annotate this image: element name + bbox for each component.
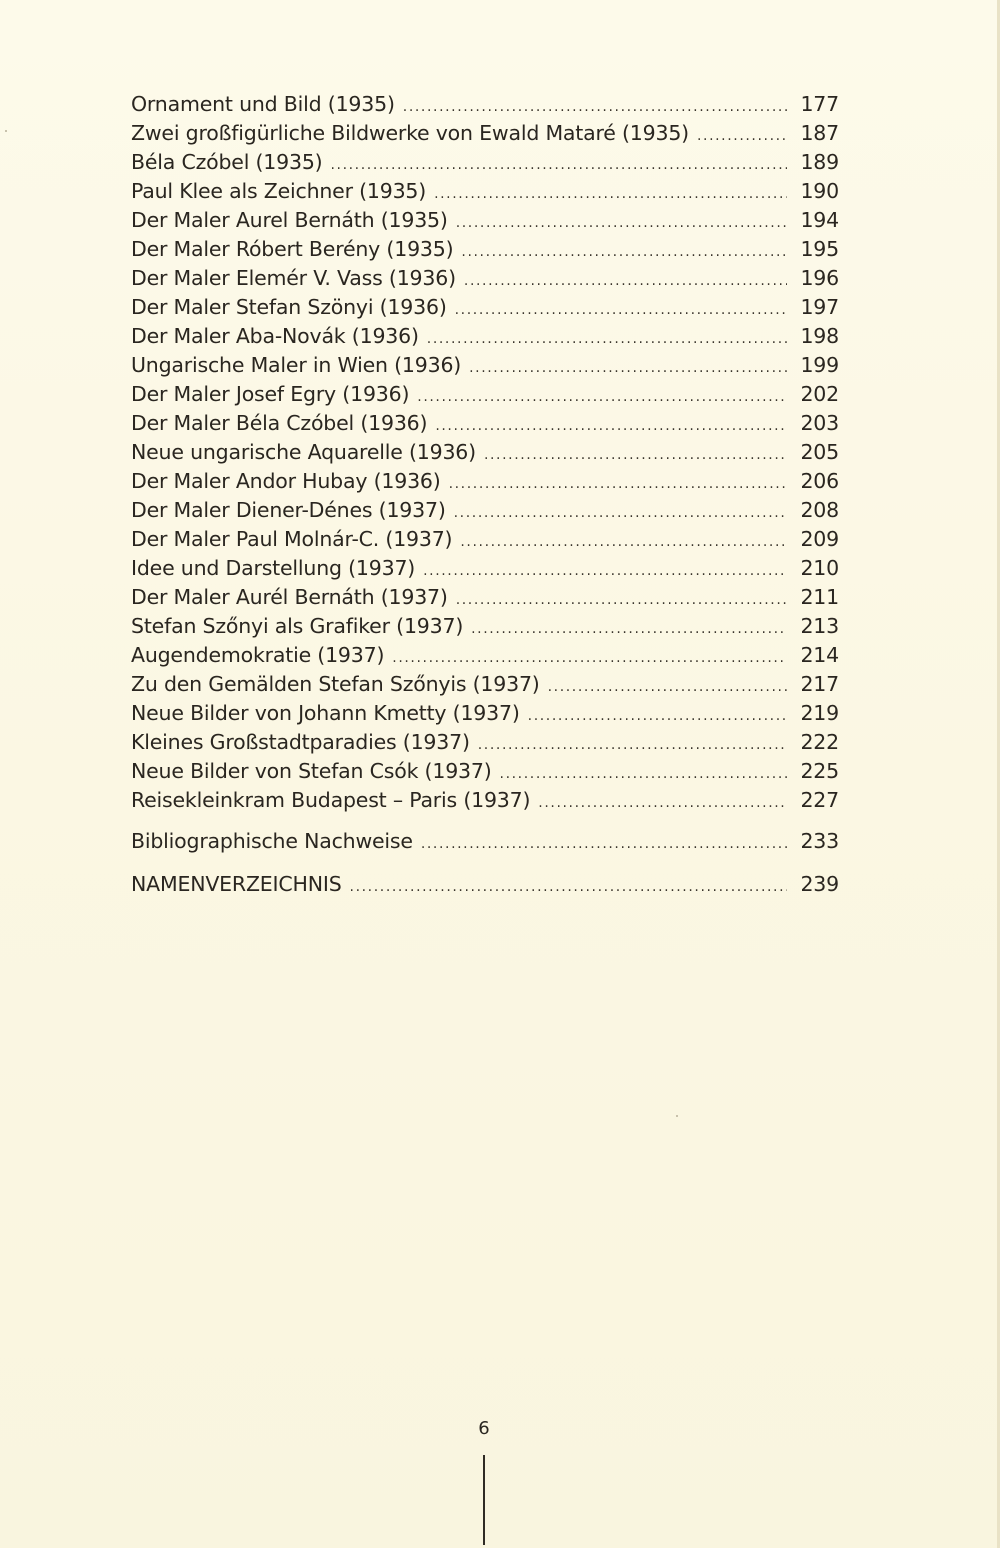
toc-entry-title: Der Maler Elemér V. Vass (1936) [131,266,456,290]
toc-entry-title: Stefan Szőnyi als Grafiker (1937) [131,614,464,638]
toc-entry-page: 189 [800,150,839,174]
toc-entry [131,467,839,496]
toc-entry-title: Zwei großfigürliche Bildwerke von Ewald Mataré (1935) [131,121,689,145]
toc-entry-page: 233 [800,829,839,853]
toc-entry-page: 213 [800,614,839,638]
toc-entry-name-index [131,870,839,899]
toc-entry [131,496,839,525]
toc-entry-page: 197 [800,295,839,319]
dot-leader [471,612,787,641]
dot-leader [435,409,787,438]
toc-entry [131,728,839,757]
dot-leader [392,641,787,670]
toc-entry-page: 214 [800,643,839,667]
toc-entry [131,583,839,612]
toc-entry-page: 203 [800,411,839,435]
toc-entry-title: Augendemokratie (1937) [131,643,385,667]
toc-entry [131,670,839,699]
toc-entry [131,119,839,148]
dot-leader [330,148,787,177]
toc-entry-page: 190 [800,179,839,203]
table-of-contents-back-matter [131,827,839,899]
paper-speck [5,130,7,132]
toc-entry-title: Neue Bilder von Stefan Csók (1937) [131,759,492,783]
toc-entry-page: 222 [800,730,839,754]
toc-entry-page: 194 [800,208,839,232]
toc-entry-title: Der Maler Aba-Novák (1936) [131,324,419,348]
dot-leader [455,293,787,322]
dot-leader [500,757,787,786]
toc-entry [131,148,839,177]
toc-entry-page: 208 [800,498,839,522]
toc-entry-title: Reisekleinkram Budapest – Paris (1937) [131,788,531,812]
dot-leader [427,322,787,351]
toc-entry [131,206,839,235]
toc-entry-page: 177 [800,92,839,116]
dot-leader [478,728,787,757]
toc-entry-title: Kleines Großstadtparadies (1937) [131,730,470,754]
page-number: 6 [478,1418,490,1439]
toc-entry [131,90,839,119]
dot-leader [434,177,787,206]
toc-entry-title: Ornament und Bild (1935) [131,92,395,116]
toc-entry-page: 209 [800,527,839,551]
toc-entry-title: Der Maler Diener-Dénes (1937) [131,498,446,522]
toc-entry-title: Neue Bilder von Johann Kmetty (1937) [131,701,520,725]
toc-entry-page: 199 [800,353,839,377]
toc-entry-title: Der Maler Stefan Szönyi (1936) [131,295,447,319]
dot-leader [454,496,787,525]
toc-entry-title: Der Maler Béla Czóbel (1936) [131,411,428,435]
toc-entry [131,409,839,438]
dot-leader [548,670,787,699]
paper-speck [676,1115,678,1117]
toc-entry-title: Idee und Darstellung (1937) [131,556,416,580]
toc-entry [131,438,839,467]
toc-entry-page: 227 [800,788,839,812]
toc-entry-title: NAMENVERZEICHNIS [131,872,342,896]
toc-entry [131,554,839,583]
toc-entry-title: Zu den Gemälden Stefan Szőnyis (1937) [131,672,540,696]
dot-leader [403,90,787,119]
toc-entry-title: Bibliographische Nachweise [131,829,413,853]
dot-leader [417,380,787,409]
toc-entry [131,699,839,728]
toc-entry-page: 196 [800,266,839,290]
toc-entry-title: Paul Klee als Zeichner (1935) [131,179,427,203]
toc-entry-title: Der Maler Aurel Bernáth (1935) [131,208,448,232]
dot-leader [456,583,787,612]
toc-entry-title: Ungarische Maler in Wien (1936) [131,353,462,377]
toc-entry [131,322,839,351]
toc-entry-title: Der Maler Aurél Bernáth (1937) [131,585,448,609]
toc-entry-page: 198 [800,324,839,348]
dot-leader [449,467,787,496]
toc-entry-page: 187 [800,121,839,145]
dot-leader [461,235,787,264]
dot-leader [456,206,787,235]
toc-entry [131,351,839,380]
toc-entry-title: Der Maler Andor Hubay (1936) [131,469,441,493]
toc-entry [131,177,839,206]
toc-entry-bibliography [131,827,839,856]
dot-leader [464,264,787,293]
dot-leader [421,827,787,856]
toc-entry-page: 219 [800,701,839,725]
toc-entry-page: 225 [800,759,839,783]
toc-entry-page: 210 [800,556,839,580]
toc-entry [131,235,839,264]
toc-entry [131,786,839,815]
toc-entry [131,641,839,670]
toc-entry [131,757,839,786]
dot-leader [697,119,787,148]
toc-entry-page: 211 [800,585,839,609]
dot-leader [423,554,787,583]
toc-entry [131,612,839,641]
toc-entry-title: Béla Czóbel (1935) [131,150,323,174]
toc-entry-page: 195 [800,237,839,261]
gutter-line [483,1455,485,1545]
toc-entry-title: Neue ungarische Aquarelle (1936) [131,440,476,464]
toc-entry-page: 205 [800,440,839,464]
toc-entry-page: 202 [800,382,839,406]
toc-entry-title: Der Maler Róbert Berény (1935) [131,237,454,261]
toc-entry [131,380,839,409]
dot-leader [350,870,787,899]
toc-entry-title: Der Maler Paul Molnár-C. (1937) [131,527,453,551]
toc-entry [131,525,839,554]
toc-entry-page: 239 [800,872,839,896]
dot-leader [528,699,787,728]
toc-entry [131,264,839,293]
dot-leader [460,525,787,554]
table-of-contents [131,90,839,815]
dot-leader [538,786,787,815]
toc-entry-page: 217 [800,672,839,696]
dot-leader [484,438,787,467]
toc-entry [131,293,839,322]
toc-entry-page: 206 [800,469,839,493]
dot-leader [469,351,787,380]
toc-entry-title: Der Maler Josef Egry (1936) [131,382,410,406]
